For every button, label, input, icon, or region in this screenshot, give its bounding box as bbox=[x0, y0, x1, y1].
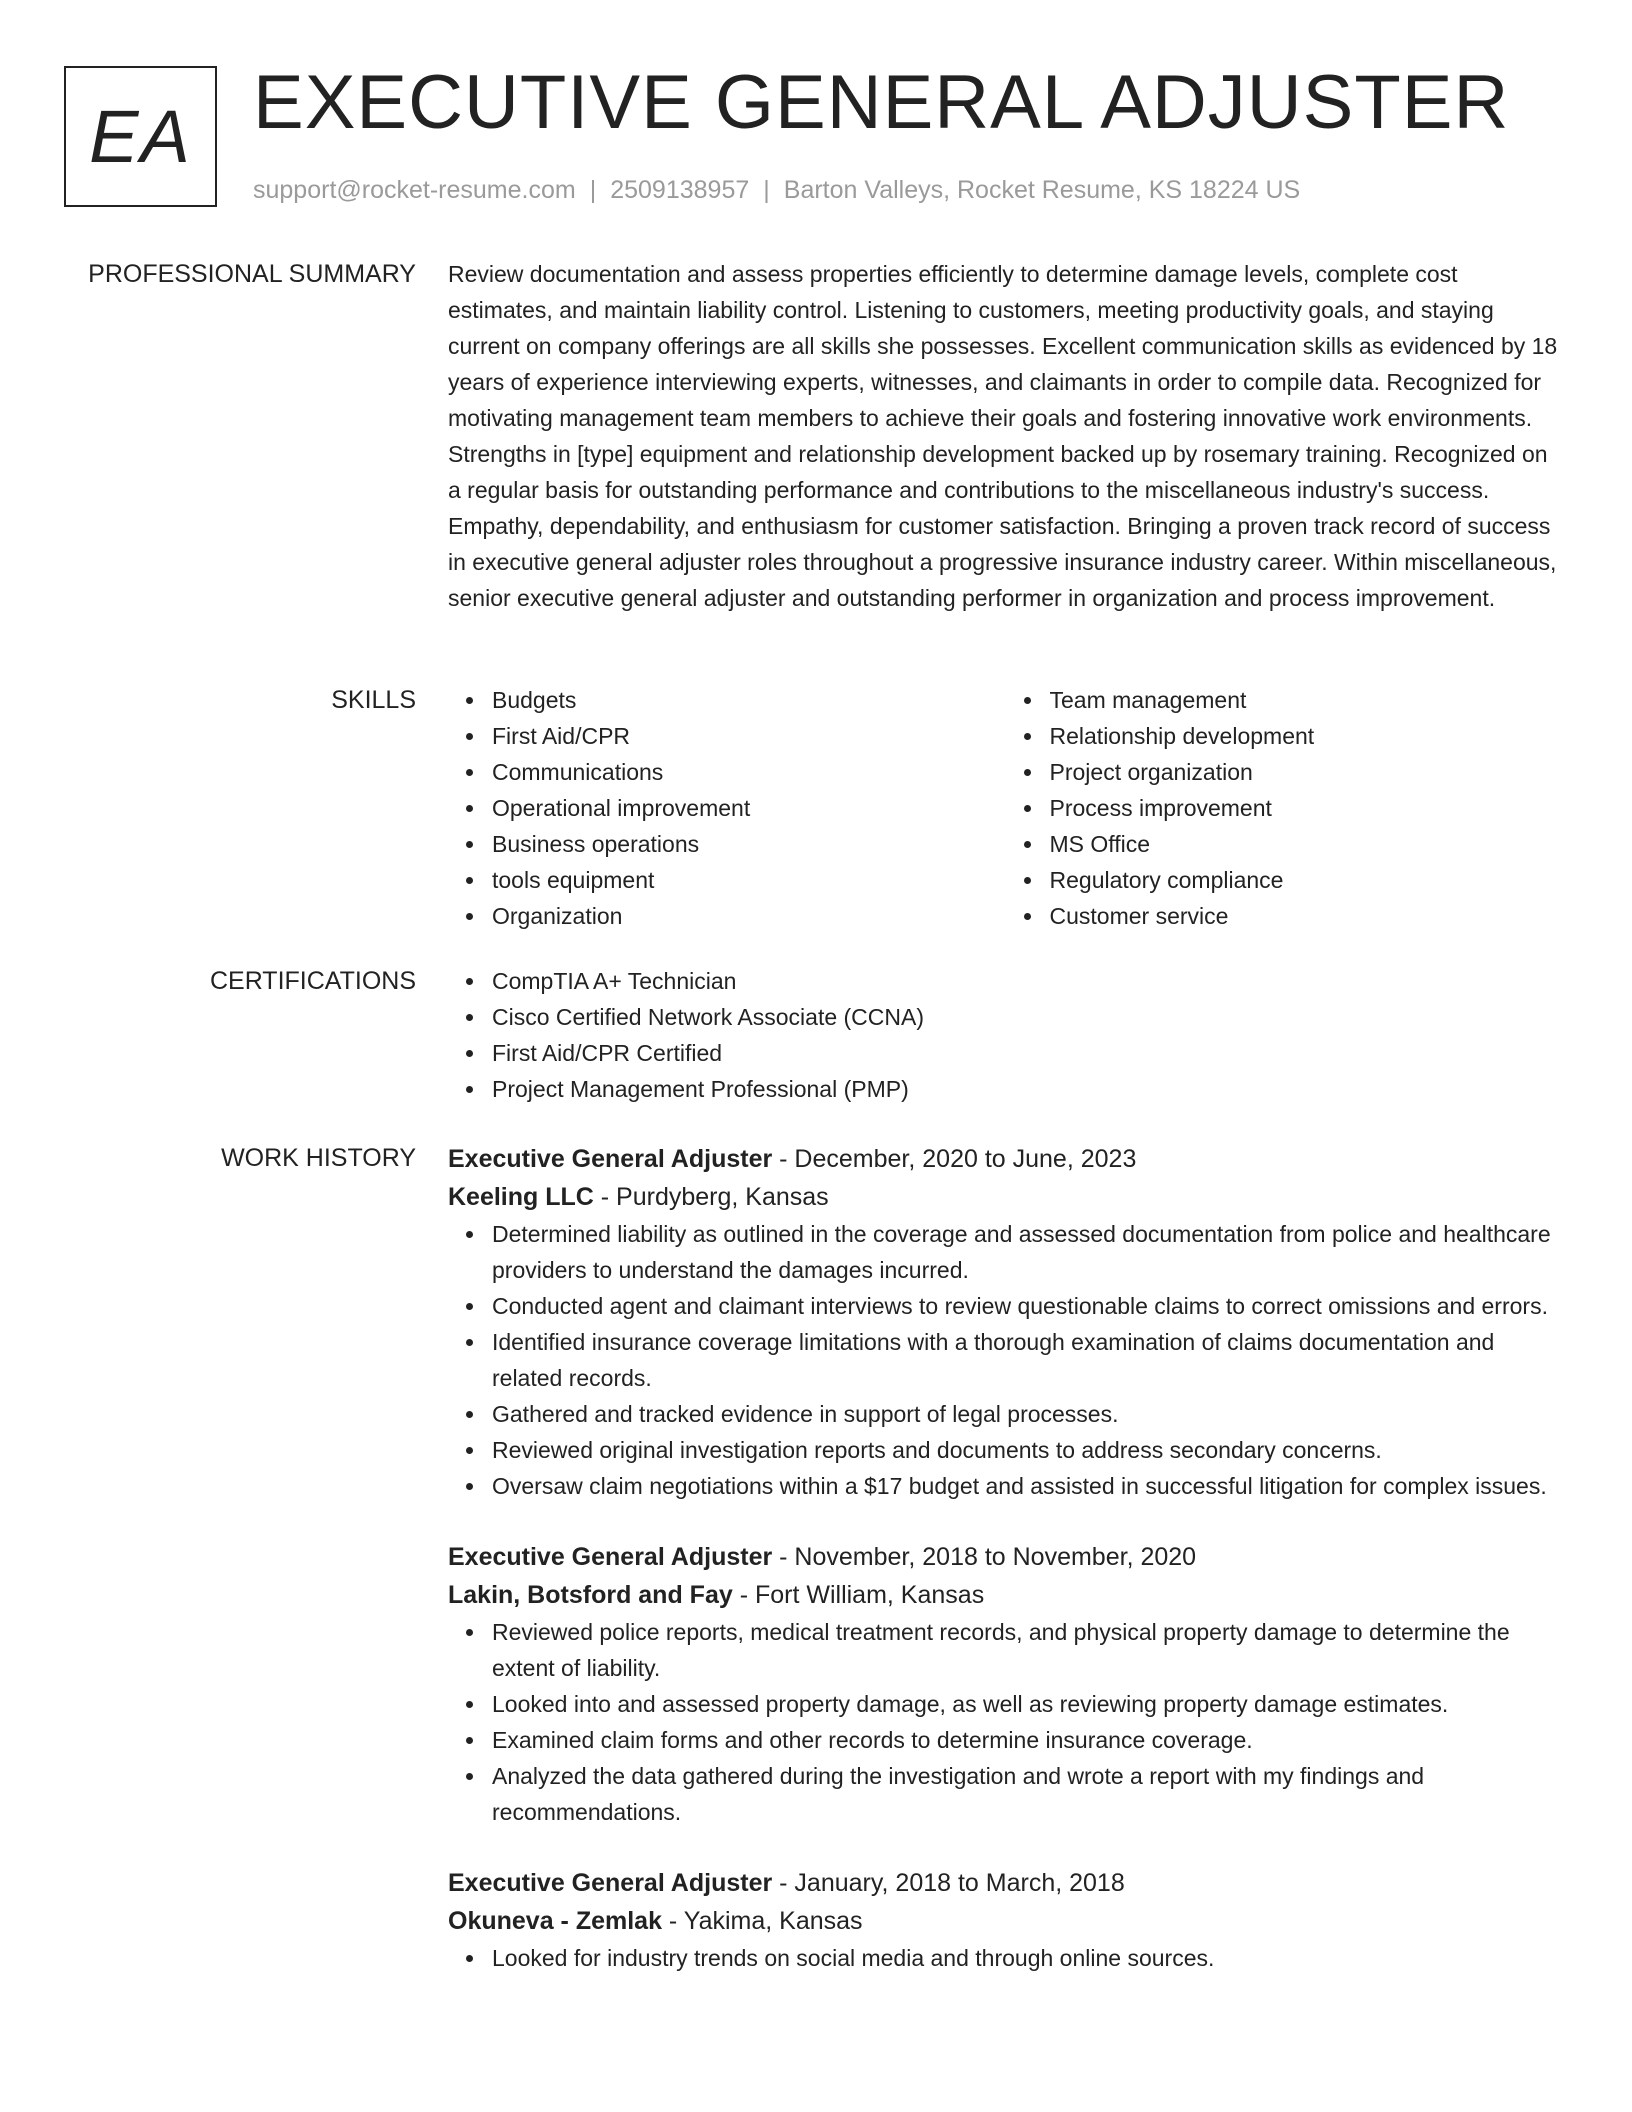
job-entry bbox=[448, 1864, 1563, 1976]
monogram-box bbox=[64, 66, 217, 207]
skill-item: Regulatory compliance bbox=[1050, 862, 1564, 898]
job-duties bbox=[448, 1940, 1563, 1976]
job-entry bbox=[448, 1140, 1563, 1504]
certification-item: Project Management Professional (PMP) bbox=[492, 1071, 1563, 1107]
summary-text: Review documentation and assess properties efficiently to determine damage levels, complete cost estimates, and maintain liability control. Listening to customers, meeting productivity goals, and staying current on company offerings are all skills she possesses. Excellent communication skills as evidenced by 18 years of experience interviewing experts, witnesses, and claimants in order to compile data. Recognized for motivating management team members to achieve their goals and fostering innovative work environments. Strengths in [type] equipment and relationship development backed up by rosemary training. Recognized on a regular basis for outstanding performance and contributions to the miscellaneous industry's success. Empathy, dependability, and enthusiasm for customer satisfaction. Bringing a proven track record of success in executive general adjuster roles throughout a progressive insurance industry career. Within miscellaneous, senior executive general adjuster and outstanding performer in organization and process improvement. bbox=[448, 261, 1558, 611]
job-duty-item: Reviewed original investigation reports and documents to address secondary concerns. bbox=[492, 1432, 1563, 1468]
job-entry bbox=[448, 1538, 1563, 1830]
job-duty-item: Oversaw claim negotiations within a $17 budget and assisted in successful litigation for complex issues. bbox=[492, 1468, 1563, 1504]
contact-email[interactable]: support@rocket-resume.com bbox=[253, 176, 576, 204]
skills-list-left bbox=[448, 682, 1006, 934]
job-location: - Yakima, Kansas bbox=[661, 1907, 863, 1935]
certifications-heading: CERTIFICATIONS bbox=[209, 967, 416, 995]
skill-item: Organization bbox=[492, 898, 1006, 934]
job-duty-item: Determined liability as outlined in the coverage and assessed documentation from police and healthcare providers to understand the damages incurred. bbox=[492, 1216, 1563, 1288]
job-company-line bbox=[448, 1902, 1563, 1940]
monogram-initials: EA bbox=[89, 95, 192, 178]
certifications-list bbox=[448, 963, 1563, 1107]
skill-item: Process improvement bbox=[1050, 790, 1564, 826]
job-duty-item: Conducted agent and claimant interviews to review questionable claims to correct omissions and errors. bbox=[492, 1288, 1563, 1324]
skill-item: Team management bbox=[1050, 682, 1564, 718]
certification-item: CompTIA A+ Technician bbox=[492, 963, 1563, 999]
skill-item: Customer service bbox=[1050, 898, 1564, 934]
job-company: Okuneva - Zemlak bbox=[448, 1907, 662, 1935]
job-title-line bbox=[448, 1538, 1563, 1576]
job-dates: - November, 2018 to November, 2020 bbox=[772, 1543, 1197, 1571]
certification-item: First Aid/CPR Certified bbox=[492, 1035, 1563, 1071]
skill-item: tools equipment bbox=[492, 862, 1006, 898]
skill-item: Relationship development bbox=[1050, 718, 1564, 754]
skill-item: MS Office bbox=[1050, 826, 1564, 862]
job-duty-item: Gathered and tracked evidence in support of legal processes. bbox=[492, 1396, 1563, 1432]
contact-phone[interactable]: 2509138957 bbox=[610, 176, 750, 204]
job-duty-item: Identified insurance coverage limitations with a thorough examination of claims documentation and related records. bbox=[492, 1324, 1563, 1396]
certification-item: Cisco Certified Network Associate (CCNA) bbox=[492, 999, 1563, 1035]
skill-item: Business operations bbox=[492, 826, 1006, 862]
contact-line bbox=[253, 176, 1300, 205]
job-location: - Purdyberg, Kansas bbox=[593, 1183, 829, 1211]
job-duty-item: Analyzed the data gathered during the investigation and wrote a report with my findings and recommendations. bbox=[492, 1758, 1563, 1830]
skill-item: Operational improvement bbox=[492, 790, 1006, 826]
job-duty-item: Examined claim forms and other records to determine insurance coverage. bbox=[492, 1722, 1563, 1758]
contact-separator: | bbox=[589, 176, 597, 204]
job-duty-item: Looked for industry trends on social media and through online sources. bbox=[492, 1940, 1563, 1976]
skill-item: Project organization bbox=[1050, 754, 1564, 790]
job-role: Executive General Adjuster bbox=[448, 1543, 773, 1571]
job-company-line bbox=[448, 1576, 1563, 1614]
job-dates: - December, 2020 to June, 2023 bbox=[772, 1145, 1137, 1173]
resume-title: EXECUTIVE GENERAL ADJUSTER bbox=[253, 60, 1510, 145]
job-duty-item: Reviewed police reports, medical treatment records, and physical property damage to determine the extent of liability. bbox=[492, 1614, 1563, 1686]
job-company: Keeling LLC bbox=[448, 1183, 594, 1211]
work-history-heading: WORK HISTORY bbox=[221, 1144, 416, 1172]
job-dates: - January, 2018 to March, 2018 bbox=[772, 1869, 1125, 1897]
skill-item: Budgets bbox=[492, 682, 1006, 718]
job-duties bbox=[448, 1614, 1563, 1830]
job-company-line bbox=[448, 1178, 1563, 1216]
skills-list-right bbox=[1006, 682, 1564, 934]
summary-heading: PROFESSIONAL SUMMARY bbox=[88, 260, 416, 288]
job-duties bbox=[448, 1216, 1563, 1504]
contact-separator: | bbox=[763, 176, 770, 204]
job-role: Executive General Adjuster bbox=[448, 1869, 773, 1897]
job-duty-item: Looked into and assessed property damage, as well as reviewing property damage estimates. bbox=[492, 1686, 1563, 1722]
job-company: Lakin, Botsford and Fay bbox=[448, 1581, 733, 1609]
job-role: Executive General Adjuster bbox=[448, 1145, 773, 1173]
contact-address: Barton Valleys, Rocket Resume, KS 18224 US bbox=[783, 176, 1301, 204]
skill-item: First Aid/CPR bbox=[492, 718, 1006, 754]
job-title-line bbox=[448, 1140, 1563, 1178]
skills-heading: SKILLS bbox=[331, 686, 416, 714]
skill-item: Communications bbox=[492, 754, 1006, 790]
job-location: - Fort William, Kansas bbox=[732, 1581, 985, 1609]
job-title-line bbox=[448, 1864, 1563, 1902]
